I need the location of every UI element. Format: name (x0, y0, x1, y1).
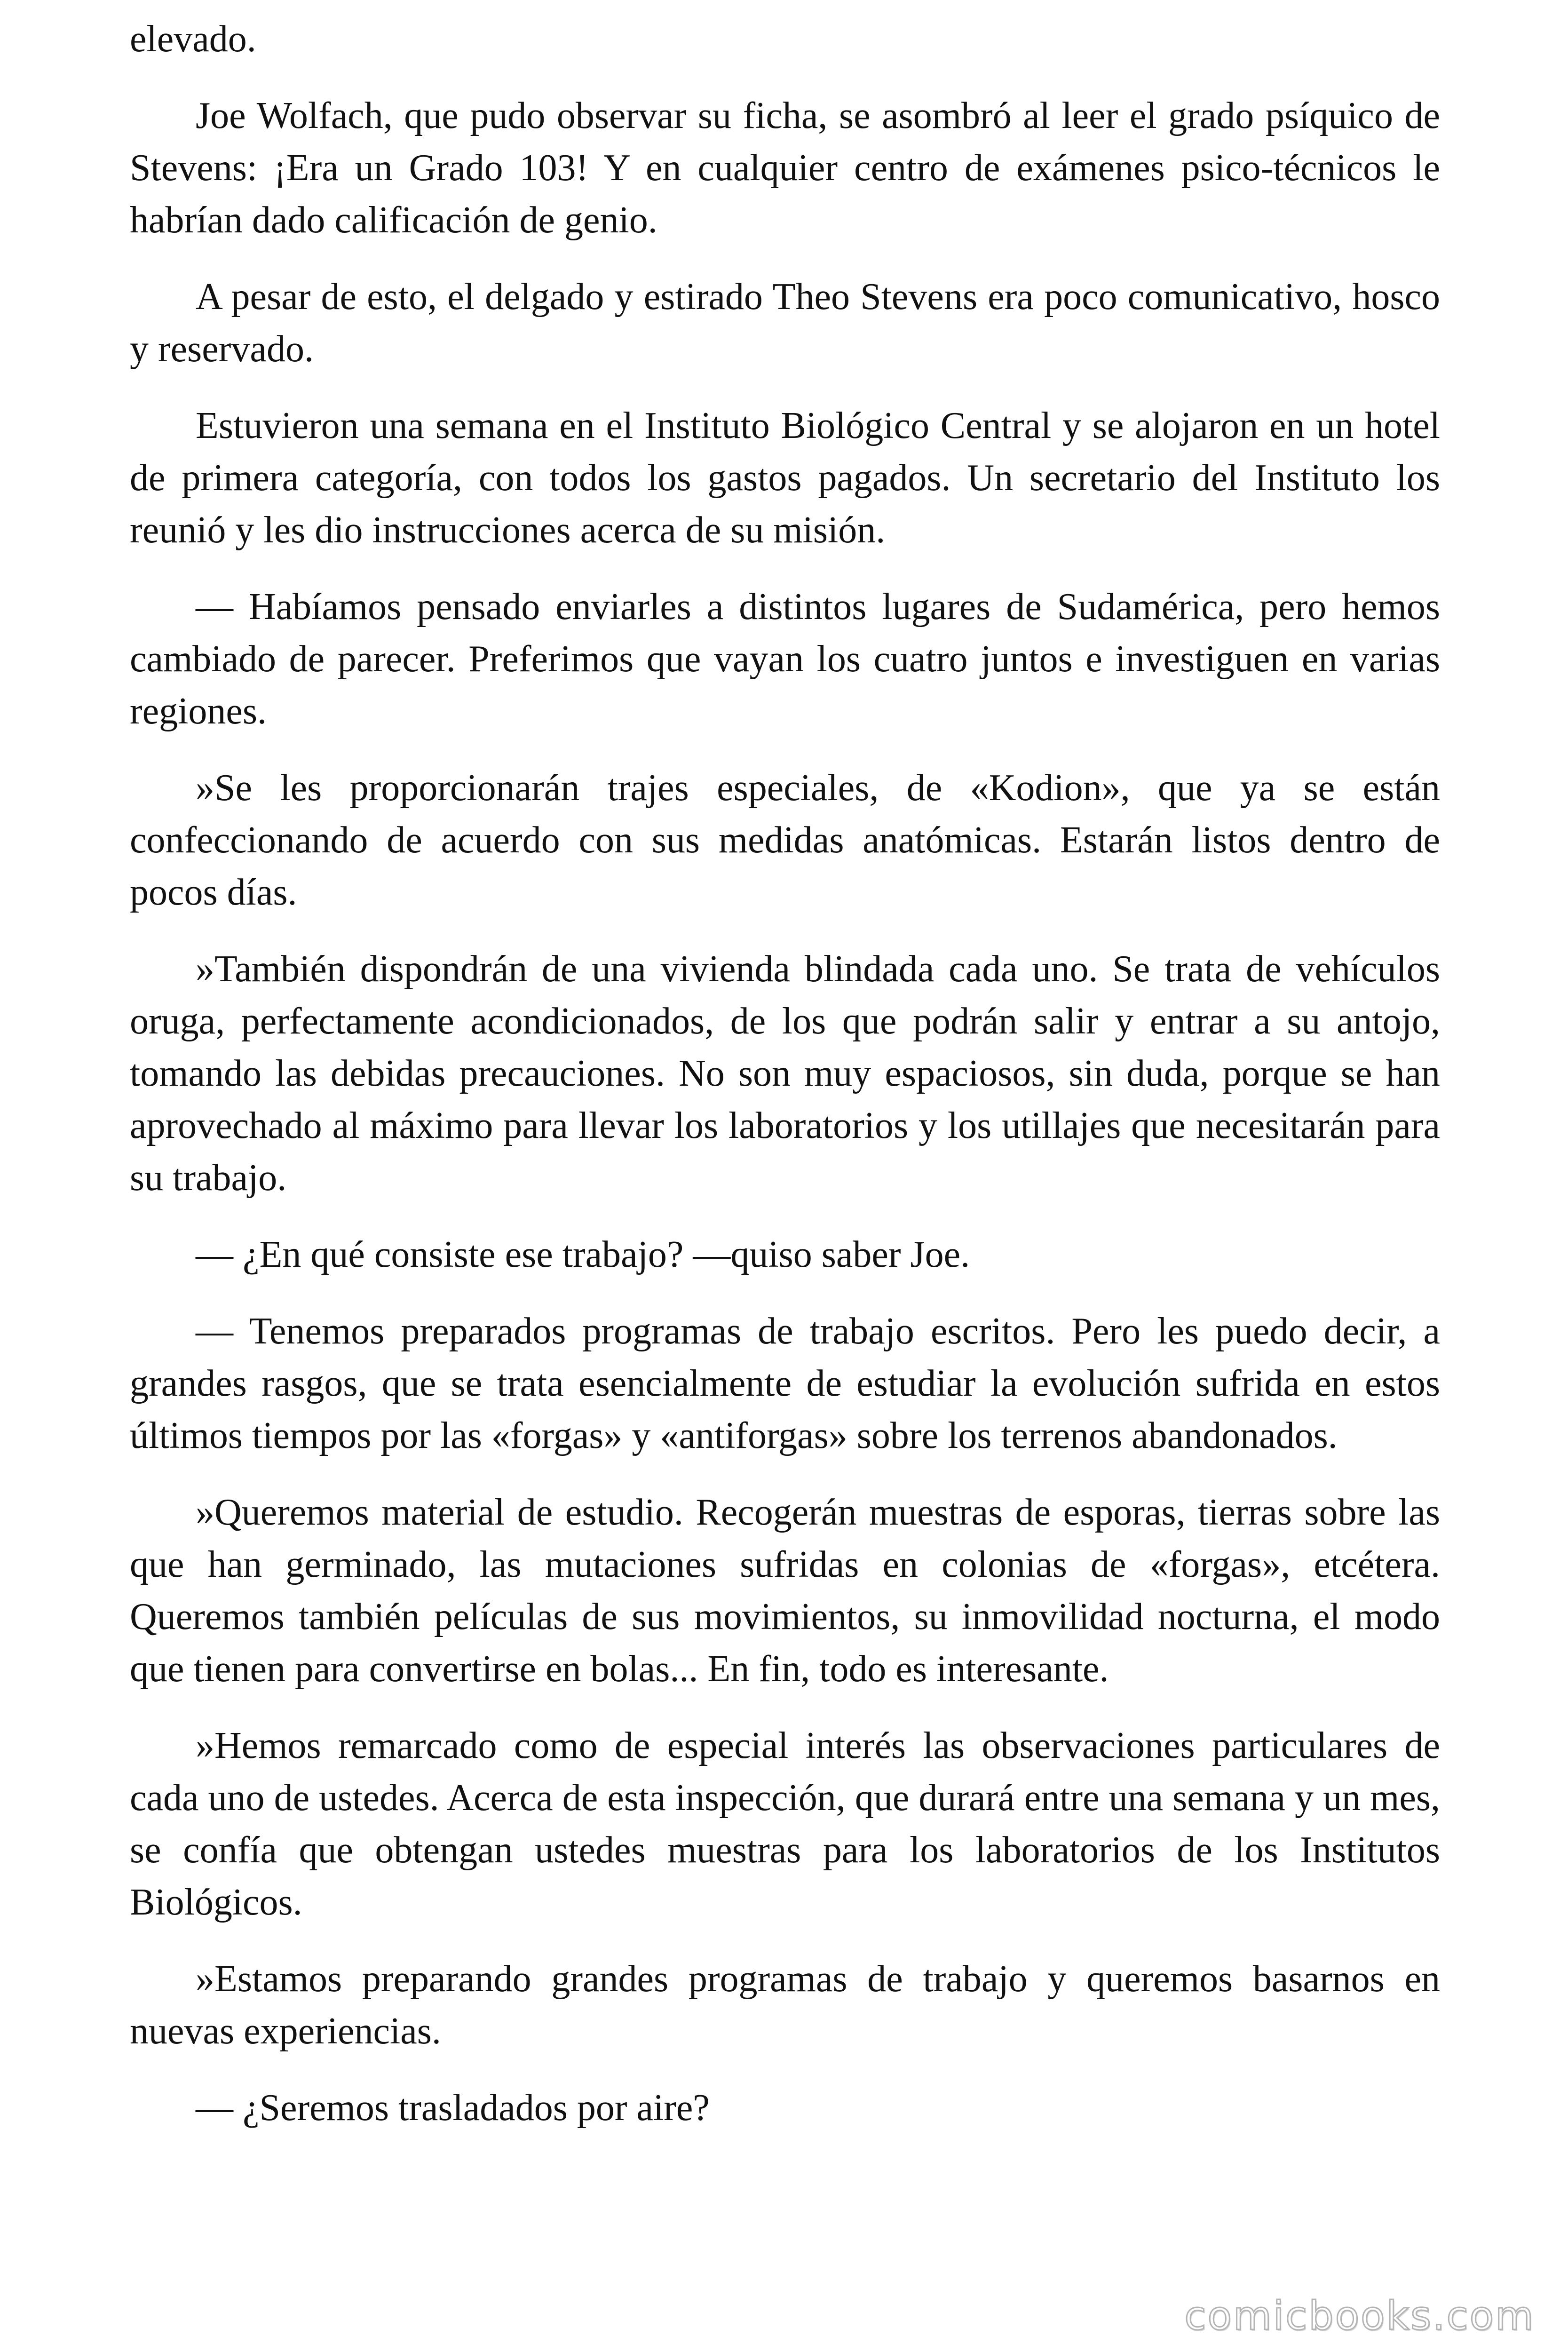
paragraph: Estuvieron una semana en el Instituto Biológico Central y se alojaron en un hotel de primera categoría, con todos los gastos pagados. Un secretario del Instituto los reunió y les dio instrucciones acerca de su misión. (130, 405, 1440, 551)
book-page-text (130, 13, 1440, 2159)
dialogue-paragraph: »También dispondrán de una vivienda blindada cada uno. Se trata de vehículos oruga, perfectamente acondicionados, de los que podrán salir y entrar a su antojo, tomando las debidas precauciones. No son muy espaciosos, sin duda, porque se han aprovechado al máximo para llevar los laboratorios y los utillajes que necesitarán para su trabajo. (130, 948, 1440, 1199)
paragraph: Joe Wolfach, que pudo observar su ficha, se asombró al leer el grado psíquico de Stevens: ¡Era un Grado 103! Y en cualquier centro de exámenes psico-técnicos le habrían dado calificación de genio. (130, 95, 1440, 241)
dialogue-paragraph: — ¿Seremos trasladados por aire? (196, 2087, 710, 2129)
paragraph-continuation: elevado. (130, 18, 256, 60)
paragraph: A pesar de esto, el delgado y estirado Theo Stevens era poco comunicativo, hosco y reservado. (130, 276, 1440, 370)
dialogue-paragraph: »Se les proporcionarán trajes especiales, de «Kodion», que ya se están confeccionando de acuerdo con sus medidas anatómicas. Estarán listos dentro de pocos días. (130, 767, 1440, 913)
site-watermark: comicbooks.com (1184, 2293, 1535, 2339)
dialogue-paragraph: »Hemos remarcado como de especial interés las observaciones particulares de cada uno de ustedes. Acerca de esta inspección, que durará entre una semana y un mes, se confía que obtengan ustedes muestras para los laboratorios de los Institutos Biológicos. (130, 1725, 1440, 1923)
dialogue-paragraph: — ¿En qué consiste ese trabajo? —quiso saber Joe. (196, 1234, 970, 1275)
dialogue-paragraph: »Queremos material de estudio. Recogerán muestras de esporas, tierras sobre las que han germinado, las mutaciones sufridas en colonias de «forgas», etcétera. Queremos también películas de sus movimientos, su inmovilidad nocturna, el modo que tienen para convertirse en bolas... En fin, todo es interesante. (130, 1492, 1440, 1690)
dialogue-paragraph: »Estamos preparando grandes programas de trabajo y queremos basarnos en nuevas experiencias. (130, 1958, 1440, 2052)
dialogue-paragraph: — Habíamos pensado enviarles a distintos lugares de Sudamérica, pero hemos cambiado de parecer. Preferimos que vayan los cuatro juntos e investiguen en varias regiones. (130, 586, 1440, 732)
dialogue-paragraph: — Tenemos preparados programas de trabajo escritos. Pero les puedo decir, a grandes rasgos, que se trata esencialmente de estudiar la evolución sufrida en estos últimos tiempos por las «forgas» y «antiforgas» sobre los terrenos abandonados. (130, 1311, 1440, 1456)
